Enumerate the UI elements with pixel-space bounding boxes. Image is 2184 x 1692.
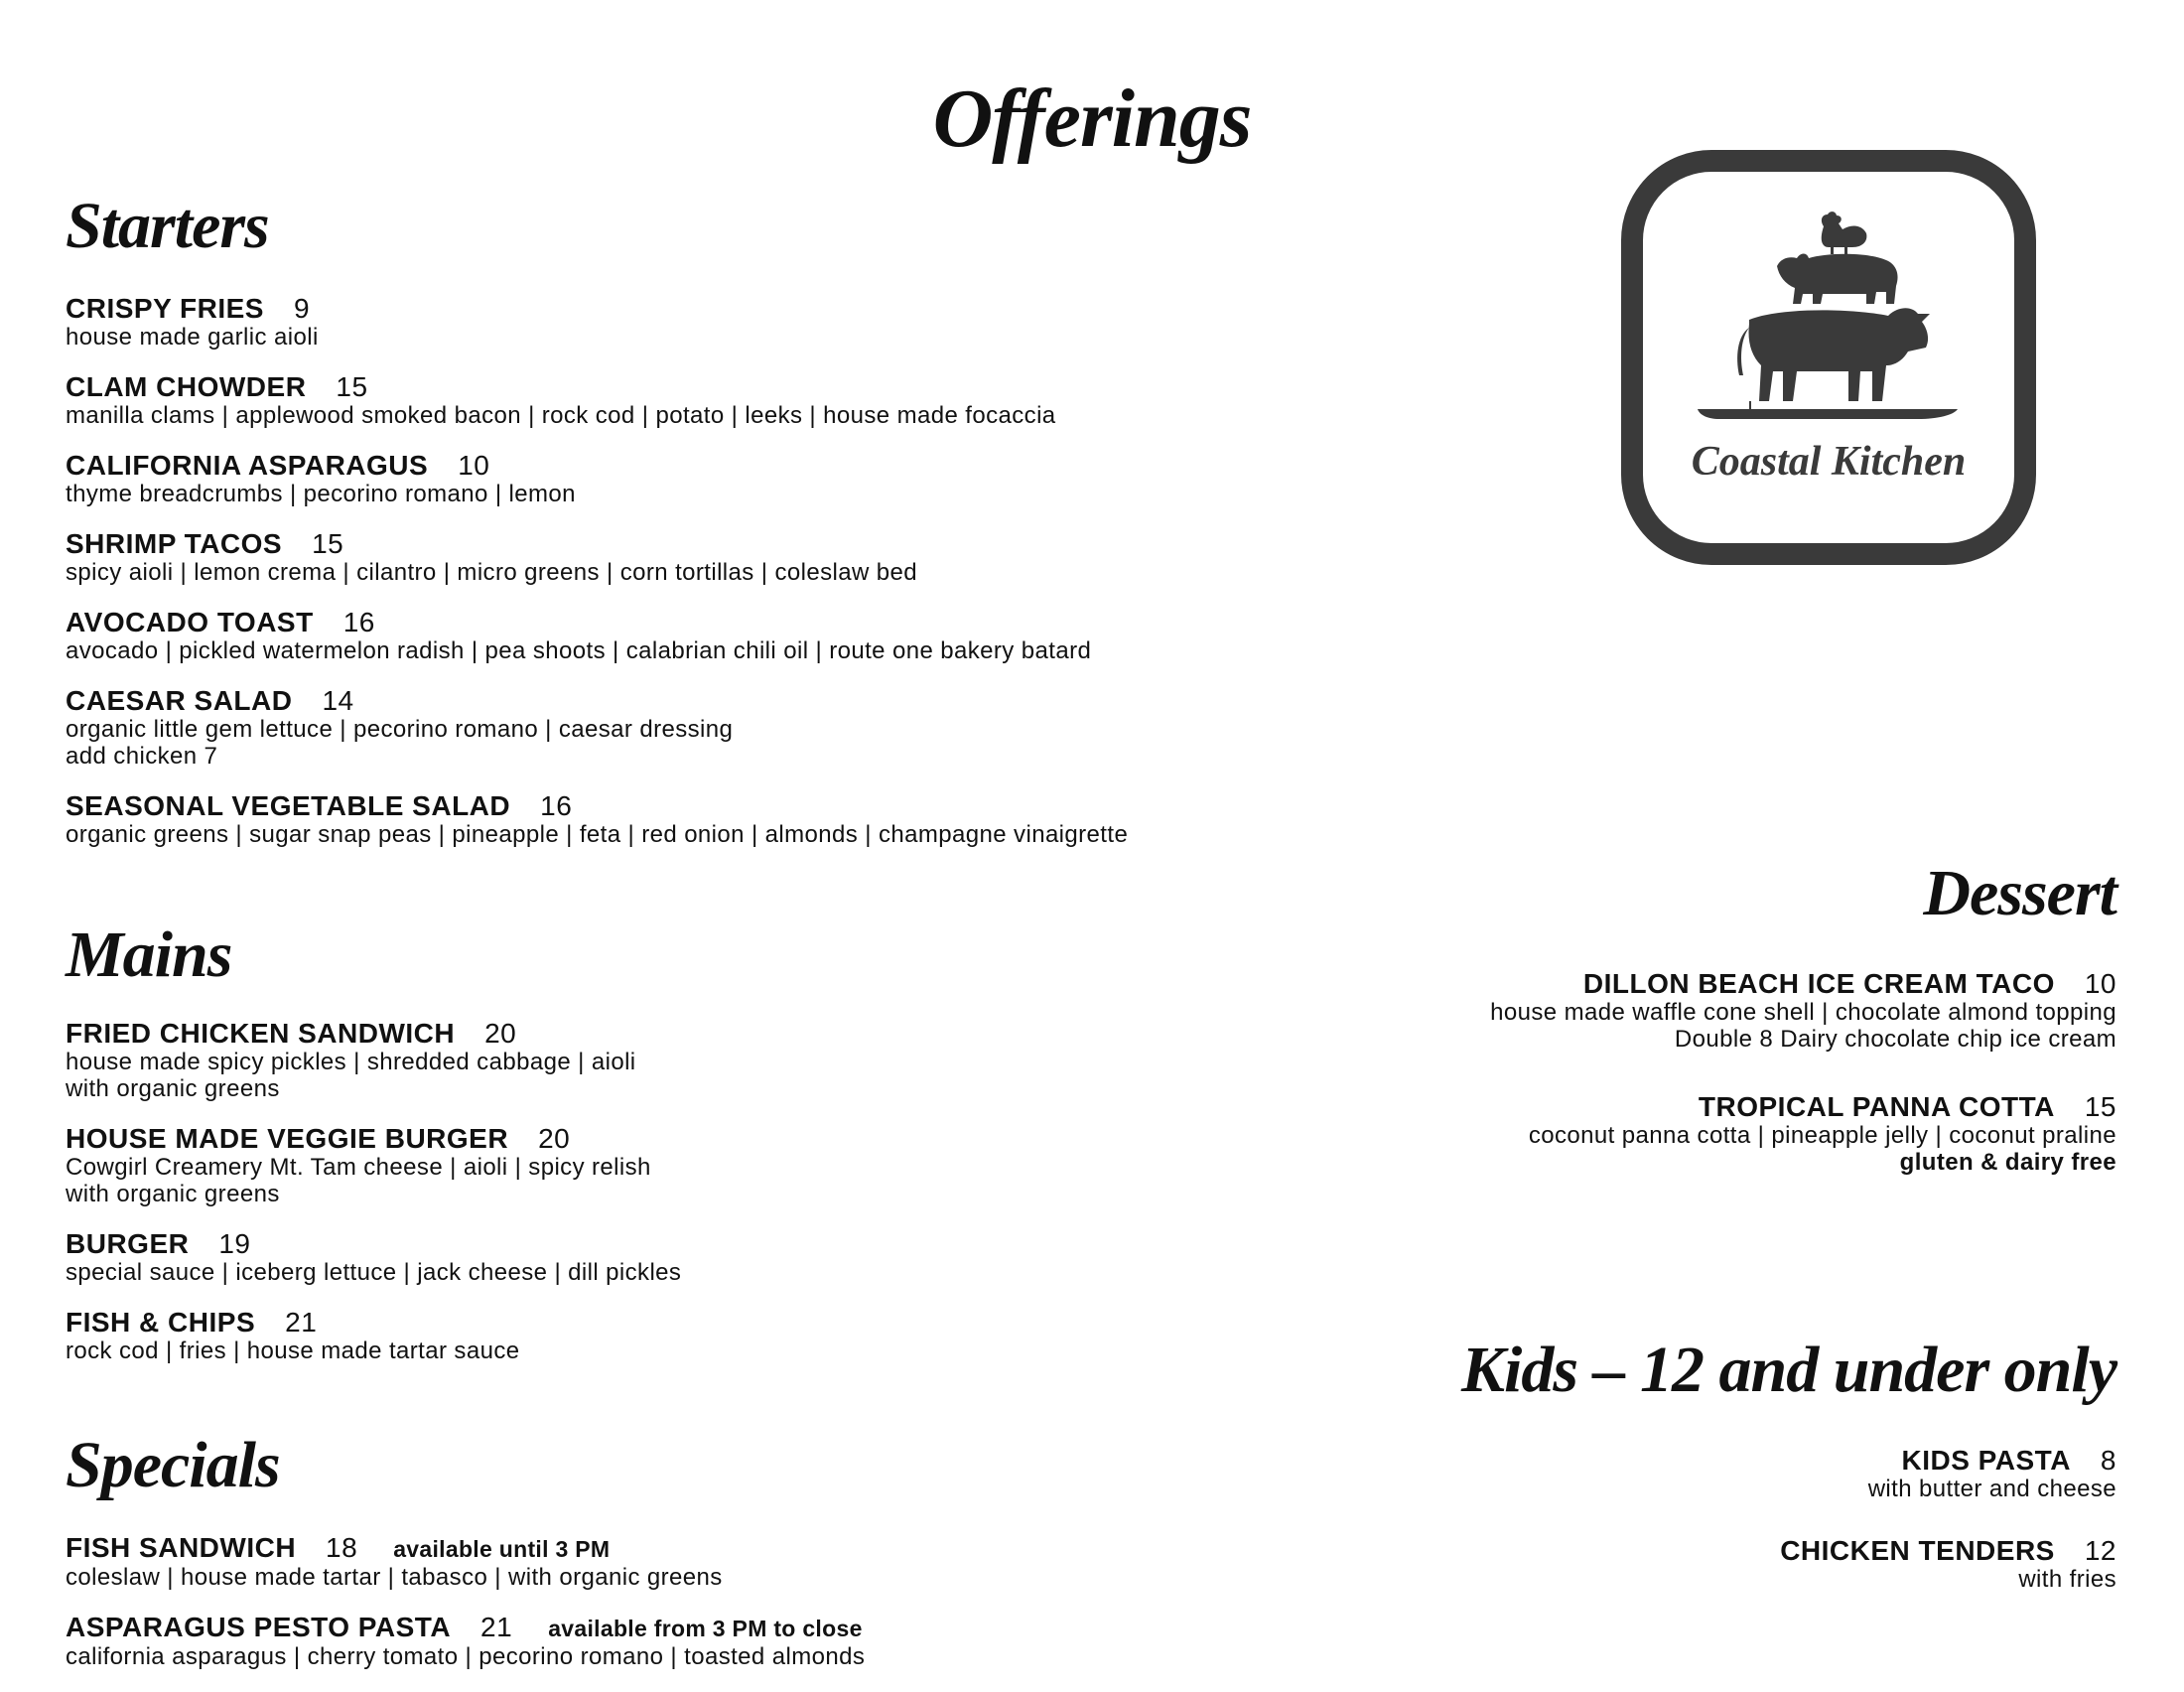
coastal-kitchen-logo [1620,149,2037,566]
menu-item-price: 20 [538,1123,571,1154]
menu-item [66,608,1128,664]
menu-item-name: FISH & CHIPS [66,1307,256,1338]
menu-item-description: house made spicy pickles | shredded cabbage | aioli [66,1049,636,1075]
menu-item-price: 8 [2100,1445,2116,1476]
logo-text: Coastal Kitchen [1691,439,1967,485]
menu-item-description: coleslaw | house made tartar | tabasco | with organic greens [66,1564,723,1591]
menu-item [66,1124,681,1207]
menu-item-name: AVOCADO TOAST [66,607,314,637]
menu-item [66,686,1128,770]
menu-item-name: SEASONAL VEGETABLE SALAD [66,790,511,821]
menu-item-name: CRISPY FRIES [66,293,264,324]
menu-item-header [66,791,1128,821]
menu-item-description: spicy aioli | lemon crema | cilantro | micro greens | corn tortillas | coleslaw bed [66,559,918,586]
menu-item [66,791,1128,848]
menu-item [66,451,1128,507]
menu-item-description: avocado | pickled watermelon radish | pea shoots | calabrian chili oil | route one bakery batard [66,637,1092,664]
menu-item-header [66,529,1128,559]
menu-item-header [1780,1446,2116,1476]
menu-item-name: CAESAR SALAD [66,685,293,716]
kids-list [1780,1446,2116,1626]
menu-item-price: 10 [458,450,490,481]
menu-item-description: coconut panna cotta | pineapple jelly | coconut praline [1528,1122,2116,1149]
menu-item-description: add chicken 7 [66,743,218,770]
menu-item-description: house made waffle cone shell | chocolate almond topping [1490,999,2116,1026]
menu-item-price: 12 [2084,1535,2116,1566]
menu-item [66,1308,681,1364]
menu-item-name: DILLON BEACH ICE CREAM TACO [1582,968,2055,999]
menu-item-description: manilla clams | applewood smoked bacon | rock cod | potato | leeks | house made focaccia [66,402,1056,429]
menu-item-price: 19 [218,1228,251,1259]
menu-item-description: with organic greens [66,1181,280,1207]
menu-item-header [66,294,1128,324]
menu-item-price: 14 [322,685,354,716]
stacked-animals-icon [1698,212,1958,419]
menu-item-name: BURGER [66,1228,190,1259]
menu-item-price: 21 [480,1612,513,1642]
menu-item-availability: available until 3 PM [393,1536,611,1562]
dessert-list [1490,969,2116,1215]
menu-item-name: CLAM CHOWDER [66,371,307,402]
menu-item-description: with butter and cheese [1867,1476,2116,1502]
menu-item-description: Cowgirl Creamery Mt. Tam cheese | aioli | spicy relish [66,1154,651,1181]
mains-heading: Mains [66,918,232,991]
menu-item-header [66,1613,865,1643]
menu-item-description: with organic greens [66,1075,280,1102]
menu-item-name: SHRIMP TACOS [66,528,283,559]
menu-item-header [1490,969,2116,999]
page-title: Offerings [932,72,1252,165]
kids-heading: Kids – 12 and under only [1461,1334,2116,1406]
menu-item-price: 16 [342,607,375,637]
menu-item-header [66,1124,681,1154]
menu-item-description: with fries [2018,1566,2116,1593]
menu-item-description: Double 8 Dairy chocolate chip ice cream [1674,1026,2116,1053]
menu-item-price: 20 [484,1018,517,1049]
menu-item-header [66,686,1128,716]
menu-item-header [66,1533,865,1564]
menu-item-header [66,1229,681,1259]
menu-item-description: thyme breadcrumbs | pecorino romano | lemon [66,481,576,507]
menu-item-description: organic greens | sugar snap peas | pineapple | feta | red onion | almonds | champagne vinaigrette [66,821,1129,848]
menu-item [66,1019,681,1102]
menu-item-price: 15 [336,371,368,402]
menu-item-header [66,608,1128,637]
menu-item-price: 10 [2084,968,2116,999]
menu-item-header [66,1308,681,1338]
menu-item-description: special sauce | iceberg lettuce | jack cheese | dill pickles [66,1259,682,1286]
menu-item-name: KIDS PASTA [1901,1445,2071,1476]
dessert-heading: Dessert [1923,857,2116,929]
menu-item-price: 15 [2084,1091,2116,1122]
menu-item-price: 16 [540,790,573,821]
menu-item-name: HOUSE MADE VEGGIE BURGER [66,1123,509,1154]
menu-item-header [66,1019,681,1049]
menu-item-description: california asparagus | cherry tomato | pecorino romano | toasted almonds [66,1643,866,1670]
menu-item-name: CHICKEN TENDERS [1780,1535,2055,1566]
menu-item [66,1613,865,1670]
menu-item-price: 18 [326,1532,358,1563]
menu-item [66,1229,681,1286]
menu-item-header [66,451,1128,481]
menu-item [1490,969,2116,1053]
menu-item [66,372,1128,429]
menu-item [1490,1092,2116,1176]
menu-item [66,1533,865,1591]
menu-item-name: FRIED CHICKEN SANDWICH [66,1018,456,1049]
mains-list [66,1019,681,1386]
specials-heading: Specials [66,1429,280,1501]
menu-item-name: ASPARAGUS PESTO PASTA [66,1612,452,1642]
menu-item-dietary-note: gluten & dairy free [1899,1149,2116,1176]
starters-list [66,294,1128,870]
menu-item-description: organic little gem lettuce | pecorino romano | caesar dressing [66,716,734,743]
menu-item-price: 9 [293,293,311,324]
menu-item-availability: available from 3 PM to close [548,1616,863,1641]
starters-heading: Starters [66,190,269,262]
menu-item-description: rock cod | fries | house made tartar sauce [66,1338,520,1364]
menu-item [1780,1536,2116,1593]
menu-item [66,294,1128,351]
menu-item-name: CALIFORNIA ASPARAGUS [66,450,429,481]
menu-item-price: 21 [285,1307,318,1338]
menu-item-description: house made garlic aioli [66,324,319,351]
menu-item-header [1780,1536,2116,1566]
specials-list [66,1533,865,1692]
menu-item-header [66,372,1128,402]
menu-item-name: TROPICAL PANNA COTTA [1698,1091,2055,1122]
menu-item [1780,1446,2116,1502]
menu-item-header [1490,1092,2116,1122]
menu-item-price: 15 [312,528,344,559]
menu-item [66,529,1128,586]
menu-item-name: FISH SANDWICH [66,1532,297,1563]
